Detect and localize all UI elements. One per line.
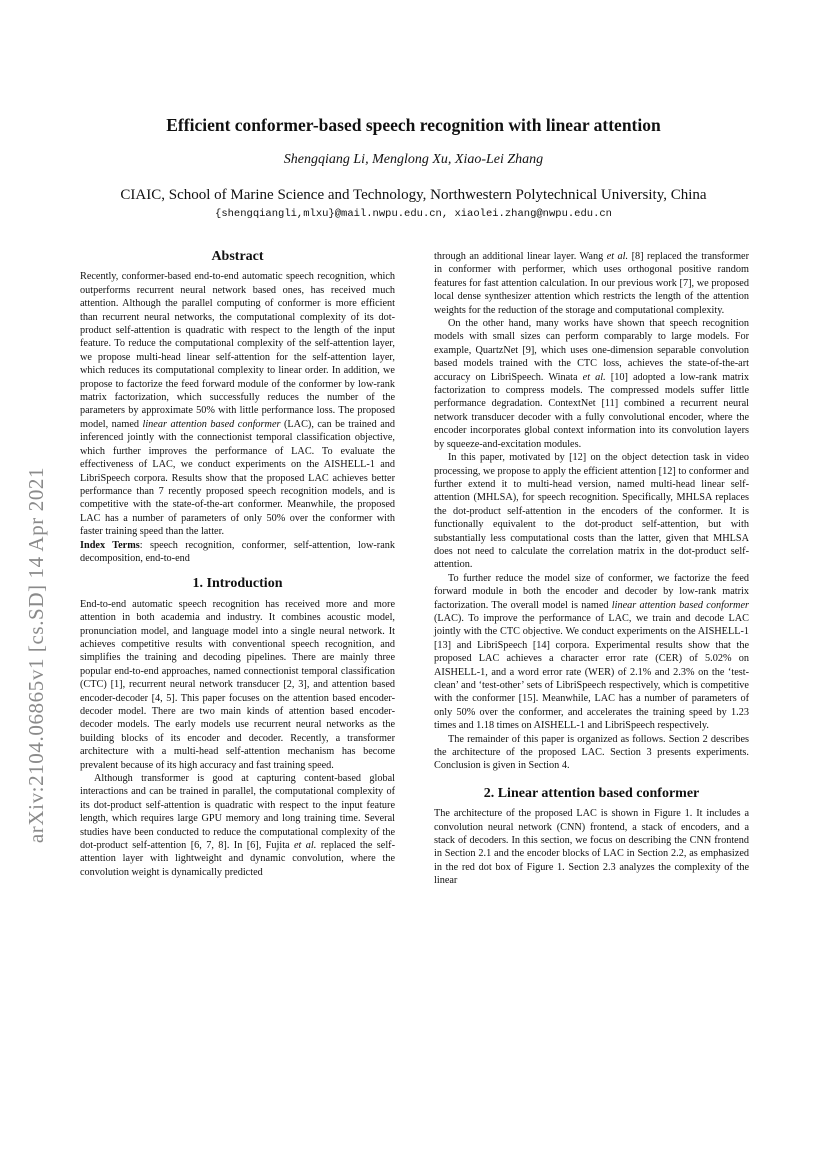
author-list: Shengqiang Li, Menglong Xu, Xiao-Lei Zhang (283, 152, 544, 167)
abstract-text: Recently, conformer-based end-to-end automatic speech recognition, which outperforms recurrent neural network based ones, has received much attention. Although the parallel computing of conformer is more efficient than recurrent neural networks, the computational complexity of its dot-product self-attention is quadratic with respect to the length of the input feature. To reduce the computational complexity of the self-attention layer, we propose multi-head linear self-attention for the self-attention layer, which reduces its computational complexity to linear order. In addition, we propose to factorize the feed forward module of the conformer by low-rank matrix factorization, which successfully reduces the number of the parameters by approximate 50% with little performance loss. The proposed model, named linear attention based conformer (LAC), can be trained and inferenced jointly with the connectionist temporal classification objective, which further improves the performance of LAC. To evaluate the effectiveness of LAC, we conduct experiments on the AISHELL-1 and LibriSpeech corpora. Results show that the proposed LAC achieves better performance than 7 recently proposed speech recognition models, and is competitive with the state-of-the-art conformer. Meanwhile, the proposed LAC has a number of parameters of only 50% over the conformer with faster training speed than the latter. (80, 271, 395, 538)
index-terms: Index Terms: speech recognition, conformer, self-attention, low-rank decomposition, end-to-end (80, 539, 395, 564)
left-column (80, 246, 395, 879)
intro-paragraph-6: To further reduce the model size of conformer, we factorize the feed forward module in both the encoder and decoder by low-rank matrix factorization. The overall model is named linear attention based conformer (LAC). To improve the performance of LAC, we train and decode LAC jointly with the CTC objective. We conduct experiments on the AISHELL-1 [13] and LibriSpeech [14] corpora. Experimental results show that the proposed LAC achieves a character error rate (CER) of 5.02% on AISHELL-1, and a word error rate (WER) of 2.1% and 2.3% on the ‘test-clean’ and ‘test-other’ sets of LibriSpeech respectively, which is competitive with the conformer [15]. Meanwhile, LAC has a number of parameters of only 50% over the conformer, and accelerates the training speed by 1.23 times and 1.18 times on AISHELL-1 and LibriSpeech respectively. (434, 572, 749, 732)
abstract-heading: Abstract (211, 249, 264, 264)
affiliation: CIAIC, School of Marine Science and Technology, Northwestern Polytechnical University, China (120, 187, 707, 203)
right-column (434, 250, 749, 888)
intro-paragraph-4: On the other hand, many works have shown that speech recognition models with small sizes can perform comparably to large models. For example, QuartzNet [9], which uses one-dimension separable convolution based models trained with the CTC loss, achieves the state-of-the-art accuracy on LibriSpeech. Winata et al. [10] adopted a low-rank matrix factorization to compress models. The compressed models suffer little performance degradation. ContextNet [11] combined a recurrent neural network transducer decoder with a fully convolutional encoder, where the encoder incorporates global context information into its convolution layers by squeeze-and-excitation modules. (434, 318, 749, 450)
intro-paragraph-5: In this paper, motivated by [12] on the object detection task in video processing, we propose to apply the efficient attention [12] to conformer and further extend it to multi-head version, named multi-head linear self-attention (MHLSA), for speech recognition. Specifically, MHLSA replaces the dot-product self-attention in the encoders of the conformer. It is functionally equivalent to the dot-product self-attention, but with substantially less computational costs than the latter, given that MHLSA does not need to calculate the correlation matrix in the dot-product self-attention. (434, 452, 749, 571)
paper-title: Efficient conformer-based speech recognition with linear attention (166, 115, 661, 135)
introduction-heading: 1. Introduction (192, 576, 283, 592)
intro-paragraph-1: End-to-end automatic speech recognition has received more and more attention in both academia and industry. It combines acoustic model, pronunciation model, and language model into a single neural network. It achieves competitive results with conventional speech recognition, and simplifies the training and decoding pipelines. There are mainly three popular end-to-end approaches, named connectionist temporal classification (CTC) [1], recurrent neural network transducer [2, 3], and attention based encoder-decoder [4, 5]. This paper focuses on the attention based encoder-decoder model. There are two main kinds of attention based encoder-decoder models. The early models use recurrent neural networks as the building blocks of its encoder and decoder. Recently, a transformer architecture with a multi-head self-attention mechanism has become prevalent because of its high accuracy and fast training speed. (80, 598, 395, 771)
intro-paragraph-2: Although transformer is good at capturing content-based global interactions and can be trained in parallel, the computational complexity of its dot-product self-attention is quadratic with respect to the input feature length, which requires large GPU memory and long training time. Several studies have been conducted to reduce the computational complexity of the dot-product self-attention [6, 7, 8]. In [6], Fujita et al. replaced the self-attention layer with lightweight and dynamic convolution, where the convolution weight is dynamically predicted (80, 773, 395, 878)
intro-paragraph-7: The remainder of this paper is organized as follows. Section 2 describes the architecture of the proposed LAC. Section 3 presents experiments. Conclusion is given in Section 4. (434, 733, 749, 772)
arxiv-stamp: arXiv:2104.06865v1 [cs.SD] 14 Apr 2021 (24, 466, 48, 844)
intro-paragraph-3: through an additional linear layer. Wang et al. [8] replaced the transformer in conformer with performer, which uses orthogonal positive random features for fast attention calculation. In our previous work [7], we proposed local dense synthesizer attention which restricts the length of the attention weights for the reduction of the storage and computational complexity. (434, 251, 750, 316)
section-2-paragraph-1: The architecture of the proposed LAC is shown in Figure 1. It includes a convolution neural network (CNN) frontend, a stack of encoders, and a stack of decoders. In this section, we focus on describing the CNN frontend in Section 2.1 and the encoder blocks of LAC in Section 2.2, as emphasized in the red dot box of Figure 1. Section 2.3 analyzes the complexity of the linear (434, 808, 749, 887)
author-emails[interactable]: {shengqiangli,mlxu}@mail.nwpu.edu.cn, xiaolei.zhang@nwpu.edu.cn (215, 208, 612, 220)
section-2-heading: 2. Linear attention based conformer (483, 785, 700, 801)
